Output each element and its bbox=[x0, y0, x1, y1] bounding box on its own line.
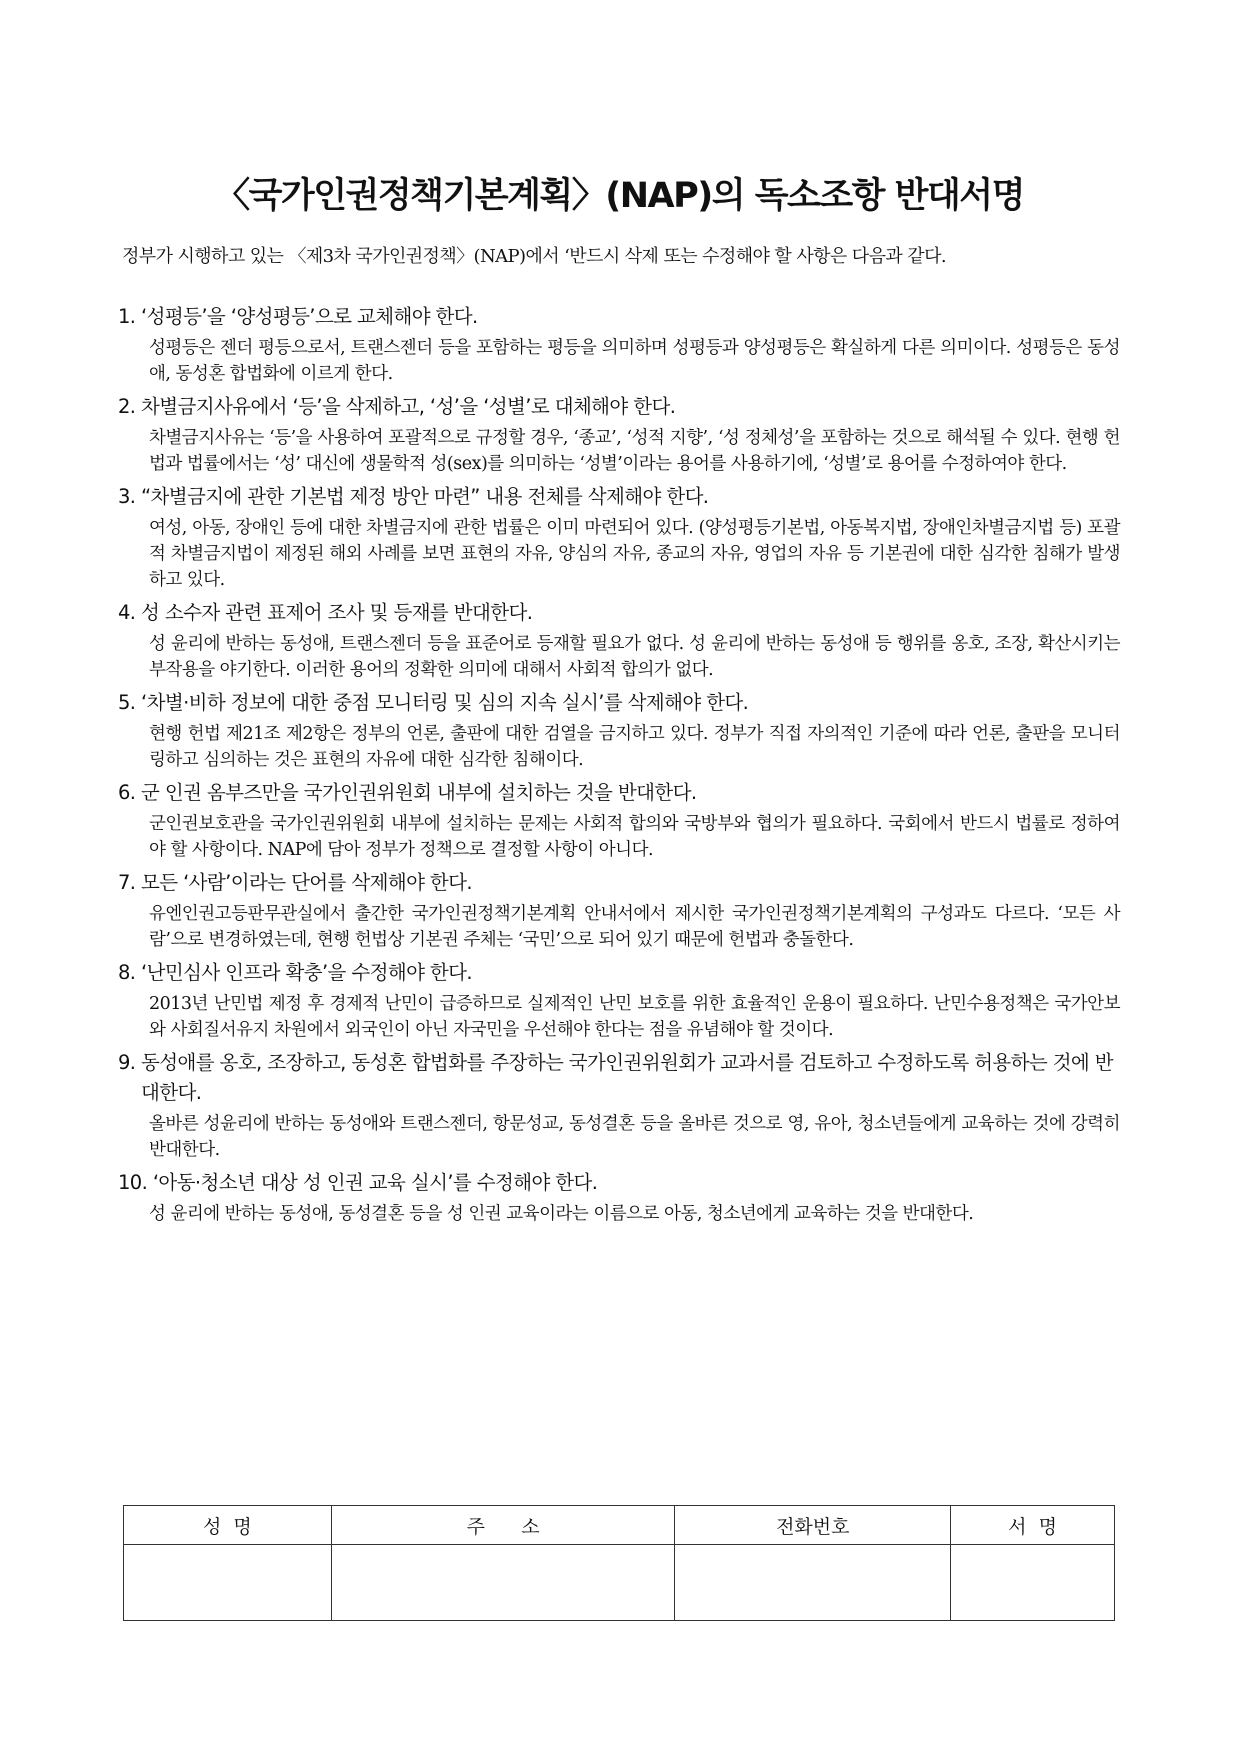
signature-entry-row bbox=[124, 1545, 1115, 1621]
address-cell[interactable] bbox=[331, 1545, 675, 1621]
item-title: ‘차별·비하 정보에 대한 중점 모니터링 및 심의 지속 실시’를 삭제해야 한다. bbox=[141, 691, 749, 714]
item-heading bbox=[118, 688, 1120, 718]
item-number: 5. bbox=[118, 691, 142, 714]
list-item bbox=[118, 688, 1120, 773]
item-number: 10. bbox=[118, 1171, 153, 1194]
item-title: 모든 ‘사람’이라는 단어를 삭제해야 한다. bbox=[141, 871, 472, 894]
item-number: 2. bbox=[118, 395, 142, 418]
item-heading bbox=[118, 1168, 1120, 1198]
item-title: ‘난민심사 인프라 확충’을 수정해야 한다. bbox=[141, 961, 472, 984]
item-heading bbox=[118, 392, 1120, 422]
item-number: 3. bbox=[118, 485, 142, 508]
signature-column-header: 서 명 bbox=[951, 1506, 1115, 1545]
list-item bbox=[118, 302, 1120, 387]
item-heading bbox=[118, 598, 1120, 628]
item-title: 차별금지사유에서 ‘등’을 삭제하고, ‘성’을 ‘성별’로 대체해야 한다. bbox=[141, 395, 676, 418]
signature-table bbox=[123, 1505, 1115, 1621]
item-number: 6. bbox=[118, 781, 142, 804]
item-body: 성 윤리에 반하는 동성애, 트랜스젠더 등을 표준어로 등재할 필요가 없다. 성 윤리에 반하는 동성애 등 행위를 옹호, 조장, 확산시키는 부작용을 야기한다. 이러한 용어의 정확한 의미에 대해서 사회적 합의가 없다. bbox=[149, 634, 1120, 680]
item-body: 올바른 성윤리에 반하는 동성애와 트랜스젠더, 항문성교, 동성결혼 등을 올바른 것으로 영, 유아, 청소년들에게 교육하는 것에 강력히 반대한다. bbox=[149, 1114, 1120, 1160]
name-column-header: 성 명 bbox=[124, 1506, 332, 1545]
name-cell[interactable] bbox=[124, 1545, 332, 1621]
signature-table-header-row bbox=[124, 1506, 1115, 1545]
phone-cell[interactable] bbox=[675, 1545, 951, 1621]
item-title: ‘아동·청소년 대상 성 인권 교육 실시’를 수정해야 한다. bbox=[152, 1171, 598, 1194]
item-heading bbox=[118, 1048, 1120, 1108]
item-number: 9. bbox=[118, 1051, 142, 1074]
item-title: 성 소수자 관련 표제어 조사 및 등재를 반대한다. bbox=[141, 601, 533, 624]
page-title: 〈국가인권정책기본계획〉(NAP)의 독소조항 반대서명 bbox=[215, 176, 1024, 216]
list-item bbox=[118, 482, 1120, 593]
intro-text: 정부가 시행하고 있는 〈제3차 국가인권정책〉(NAP)에서 ‘반드시 삭제 또는 수정해야 할 사항은 다음과 같다. bbox=[122, 246, 946, 267]
list-item bbox=[118, 778, 1120, 863]
item-title: ‘성평등’을 ‘양성평등’으로 교체해야 한다. bbox=[141, 305, 478, 328]
item-title: 동성애를 옹호, 조장하고, 동성혼 합법화를 주장하는 국가인권위원회가 교과서를 검토하고 수정하도록 허용하는 것에 반대한다. bbox=[141, 1051, 1114, 1104]
item-list bbox=[118, 302, 1120, 1232]
item-heading bbox=[118, 482, 1120, 512]
item-heading bbox=[118, 302, 1120, 332]
item-body: 유엔인권고등판무관실에서 출간한 국가인권정책기본계획 안내서에서 제시한 국가인권정책기본계획의 구성과도 다르다. ‘모든 사람’으로 변경하였는데, 현행 헌법상 기본권 주체는 ‘국민’으로 되어 있기 때문에 헌법과 충돌한다. bbox=[149, 904, 1120, 950]
item-body: 군인권보호관을 국가인권위원회 내부에 설치하는 문제는 사회적 합의와 국방부와 협의가 필요하다. 국회에서 반드시 법률로 정하여야 할 사항이다. NAP에 담아 정부가 정책으로 결정할 사항이 아니다. bbox=[149, 814, 1120, 860]
list-item bbox=[118, 1048, 1120, 1163]
list-item bbox=[118, 1168, 1120, 1227]
list-item bbox=[118, 598, 1120, 683]
item-title: “차별금지에 관한 기본법 제정 방안 마련” 내용 전체를 삭제해야 한다. bbox=[141, 485, 709, 508]
phone-column-header: 전화번호 bbox=[675, 1506, 951, 1545]
item-number: 4. bbox=[118, 601, 142, 624]
item-body: 2013년 난민법 제정 후 경제적 난민이 급증하므로 실제적인 난민 보호를 위한 효율적인 운용이 필요하다. 난민수용정책은 국가안보와 사회질서유지 차원에서 외국인이 아닌 자국민을 우선해야 한다는 점을 유념해야 할 것이다. bbox=[149, 994, 1120, 1040]
list-item bbox=[118, 392, 1120, 477]
signature-cell[interactable] bbox=[951, 1545, 1115, 1621]
item-heading bbox=[118, 958, 1120, 988]
item-body: 차별금지사유는 ‘등’을 사용하여 포괄적으로 규정할 경우, ‘종교’, ‘성적 지향’, ‘성 정체성’을 포함하는 것으로 해석될 수 있다. 현행 헌법과 법률에서는 ‘성’ 대신에 생물학적 성(sex)를 의미하는 ‘성별’이라는 용어를 사용하기에, ‘성별’로 용어를 수정하여야 한다. bbox=[149, 428, 1120, 474]
list-item bbox=[118, 868, 1120, 953]
item-title: 군 인권 옴부즈만을 국가인권위원회 내부에 설치하는 것을 반대한다. bbox=[141, 781, 697, 804]
address-column-header: 주 소 bbox=[331, 1506, 675, 1545]
item-number: 8. bbox=[118, 961, 142, 984]
item-heading bbox=[118, 868, 1120, 898]
list-item bbox=[118, 958, 1120, 1043]
item-body: 성평등은 젠더 평등으로서, 트랜스젠더 등을 포함하는 평등을 의미하며 성평등과 양성평등은 확실하게 다른 의미이다. 성평등은 동성애, 동성혼 합법화에 이르게 한다. bbox=[149, 338, 1120, 384]
item-body: 성 윤리에 반하는 동성애, 동성결혼 등을 성 인권 교육이라는 이름으로 아동, 청소년에게 교육하는 것을 반대한다. bbox=[149, 1204, 974, 1224]
item-number: 7. bbox=[118, 871, 142, 894]
item-body: 여성, 아동, 장애인 등에 대한 차별금지에 관한 법률은 이미 마련되어 있다. (양성평등기본법, 아동복지법, 장애인차별금지법 등) 포괄적 차별금지법이 제정된 해외 사례를 보면 표현의 자유, 양심의 자유, 종교의 자유, 영업의 자유 등 기본권에 대한 심각한 침해가 발생하고 있다. bbox=[149, 518, 1120, 590]
item-heading bbox=[118, 778, 1120, 808]
item-number: 1. bbox=[118, 305, 142, 328]
item-body: 현행 헌법 제21조 제2항은 정부의 언론, 출판에 대한 검열을 금지하고 있다. 정부가 직접 자의적인 기준에 따라 언론, 출판을 모니터링하고 심의하는 것은 표현의 자유에 대한 심각한 침해이다. bbox=[149, 724, 1120, 770]
